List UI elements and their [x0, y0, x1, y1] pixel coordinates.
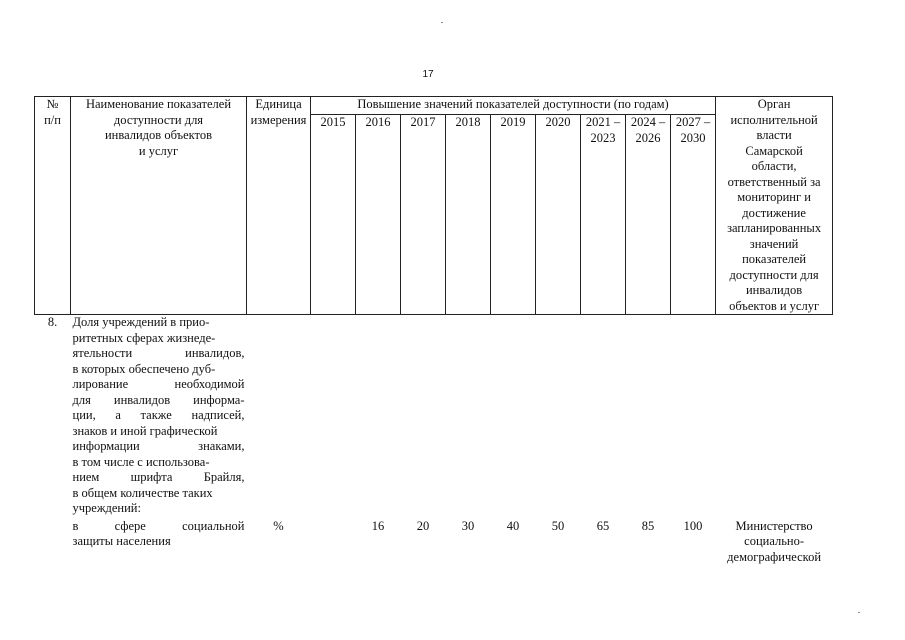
header-organ-line: области, — [751, 159, 797, 173]
header-organ-line: мониторинг и — [737, 190, 811, 204]
header-year-cell — [581, 115, 626, 315]
year-label: 2027 – — [675, 115, 711, 129]
header-name-line: Наименование показателей — [85, 97, 232, 111]
scan-speck — [858, 612, 860, 613]
header-number-line: п/п — [44, 112, 61, 127]
subrow-value: 16 — [371, 518, 385, 533]
indicator-name-line: ятельности инвалидов, — [72, 346, 245, 360]
header-year-cell — [446, 115, 491, 315]
subrow-organ-line: социально- — [744, 534, 805, 548]
year-label: 2024 – — [630, 115, 666, 129]
year-label: 2017 — [410, 115, 436, 129]
indicator-name-line: Доля учреждений в прио- — [72, 315, 210, 329]
subrow-organ-line: Министерство — [735, 518, 813, 533]
header-organ-line: исполнительной — [730, 112, 818, 127]
year-label: 2026 — [635, 130, 661, 145]
subrow-value: 50 — [551, 518, 565, 533]
subrow-value: 40 — [506, 518, 520, 533]
header-organ-cell — [716, 97, 833, 315]
header-year-cell — [671, 115, 716, 315]
subrow-value: 85 — [641, 518, 655, 533]
year-label: 2016 — [365, 115, 391, 129]
indicator-name-line: знаков и иной графической — [72, 423, 218, 438]
scan-speck — [441, 22, 443, 23]
table-row — [35, 315, 833, 517]
subrow-unit: % — [273, 518, 284, 533]
indicator-name-line: в том числе с использова- — [72, 454, 210, 469]
indicator-name-line: лирование необходимой — [72, 377, 245, 391]
header-number-line: № — [46, 97, 59, 111]
header-organ-line: Самарской — [745, 143, 803, 158]
indicator-name-line: учреждений: — [72, 501, 141, 515]
header-number-cell — [35, 97, 71, 315]
subrow-value: 30 — [461, 518, 475, 533]
header-unit-line: измерения — [250, 112, 307, 127]
header-name-cell — [71, 97, 247, 315]
subrow-value: 65 — [596, 518, 610, 533]
year-label: 2015 — [320, 115, 346, 129]
header-organ-line: объектов и услуг — [729, 298, 820, 313]
header-name-line: доступности для — [113, 112, 204, 127]
year-label: 2023 — [590, 130, 616, 145]
header-organ-line: Орган — [757, 97, 791, 111]
header-year-cell — [356, 115, 401, 315]
year-label: 2020 — [545, 115, 571, 129]
year-label: 2019 — [500, 115, 526, 129]
subrow-value: 20 — [416, 518, 430, 533]
header-name-line: инвалидов объектов — [104, 128, 212, 142]
subrow-name-line: в сфере социальной — [72, 518, 245, 533]
indicator-name-line: ритетных сферах жизнеде- — [72, 330, 216, 345]
subrow-organ-line: демографической — [727, 549, 822, 564]
page-number: 17 — [422, 69, 434, 80]
indicator-name-line: нием шрифта Брайля, — [72, 470, 245, 484]
header-year-cell — [311, 115, 356, 315]
subrow-name — [71, 519, 247, 566]
header-increase-title: Повышение значений показателей доступности (по годам) — [311, 97, 716, 115]
indicator-name-line: ции, а также надписей, — [72, 408, 245, 422]
header-unit-cell — [247, 97, 311, 315]
header-unit-line: Единица — [255, 97, 302, 111]
header-organ-line: достижение — [742, 205, 806, 220]
header-organ-line: ответственный за — [727, 174, 821, 189]
header-year-cell — [401, 115, 446, 315]
subrow-value — [311, 519, 356, 566]
indicator-name-line: информации знаками, — [72, 439, 245, 453]
header-organ-line: показателей — [742, 252, 807, 266]
header-name-line: и услуг — [138, 143, 179, 158]
header-organ-line: значений — [749, 236, 799, 251]
header-year-cell — [491, 115, 536, 315]
header-year-cell — [626, 115, 671, 315]
year-label: 2021 – — [585, 115, 621, 129]
header-organ-line: запланированных — [727, 221, 822, 235]
subrow-organ — [716, 519, 833, 566]
header-organ-line: инвалидов — [745, 283, 803, 297]
table-row — [35, 519, 833, 566]
row-number: 8. — [47, 315, 58, 329]
header-year-cell — [536, 115, 581, 315]
indicators-table — [34, 96, 833, 565]
subrow-value: 100 — [683, 518, 703, 533]
indicator-name-line: в которых обеспечено дуб- — [72, 361, 216, 376]
row-indicator-name — [71, 315, 247, 517]
indicator-name-line: для инвалидов информа- — [72, 392, 245, 407]
subrow-name-line: защиты населения — [72, 534, 171, 548]
year-label: 2030 — [680, 130, 706, 145]
table-header-row — [35, 97, 833, 115]
year-label: 2018 — [455, 115, 481, 129]
header-organ-line: доступности для — [729, 267, 819, 282]
indicator-name-line: в общем количестве таких — [72, 485, 213, 500]
header-organ-line: власти — [756, 128, 792, 142]
